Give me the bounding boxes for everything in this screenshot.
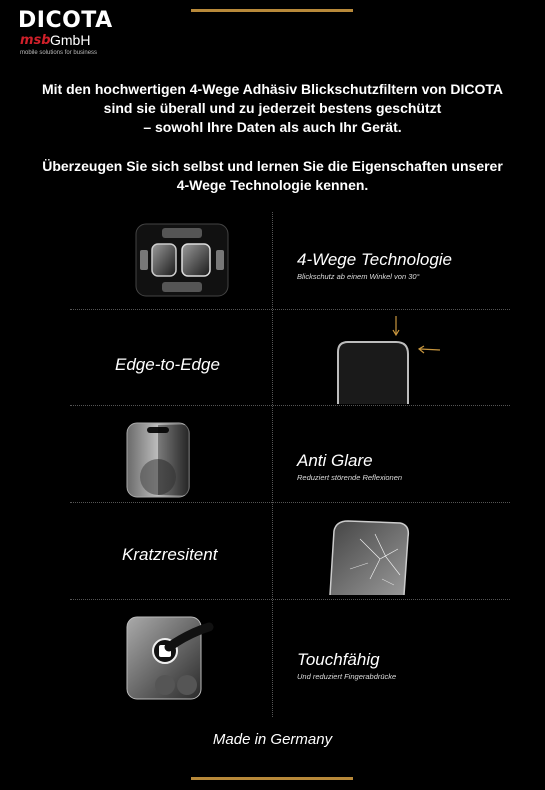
phone-touch-image — [125, 615, 215, 701]
row-divider — [70, 502, 510, 503]
dicota-logo — [18, 8, 113, 56]
row-divider — [70, 405, 510, 406]
phone-anti-glare-image — [125, 421, 191, 499]
logo-tagline: mobile solutions for business — [20, 50, 98, 56]
feature-title-touchfaehig: Touchfähig — [297, 650, 380, 669]
feature-subtitle-4-wege: Blickschutz ab einem Winkel von 30° — [297, 272, 420, 281]
bottom-gold-divider — [191, 777, 353, 780]
logo-gmbh: GmbH — [50, 32, 91, 48]
logo-msb: msb — [20, 33, 51, 48]
phone-edge-image — [334, 316, 444, 406]
intro-paragraph-1 — [20, 80, 525, 137]
feature-title-4-wege: 4-Wege Technologie — [297, 250, 453, 269]
intro-line: Überzeugen Sie sich selbst und lernen Sie die Eigenschaften unserer — [42, 158, 503, 174]
feature-title-kratzresitent: Kratzresitent — [122, 545, 218, 564]
feature-subtitle-anti-glare: Reduziert störende Reflexionen — [297, 473, 403, 482]
phone-angles-image — [132, 222, 232, 298]
intro-line: – sowohl Ihre Daten als auch Ihr Gerät. — [143, 119, 402, 135]
row-divider — [70, 599, 510, 600]
top-gold-divider — [191, 9, 353, 12]
intro-paragraph-2 — [20, 157, 525, 195]
feature-title-anti-glare: Anti Glare — [297, 451, 373, 470]
made-in-germany: Made in Germany — [212, 731, 333, 748]
intro-line: Mit den hochwertigen 4-Wege Adhäsiv Blickschutzfiltern von DICOTA — [41, 81, 503, 97]
logo-sub — [18, 33, 108, 49]
intro-line: 4-Wege Technologie kennen. — [176, 177, 369, 193]
row-divider — [70, 309, 510, 310]
phone-scratch-image — [320, 519, 412, 597]
feature-title-edge-to-edge: Edge-to-Edge — [115, 355, 220, 374]
feature-subtitle-touchfaehig: Und reduziert Fingerabdrücke — [297, 672, 397, 681]
intro-line: sind sie überall und zu jederzeit bestens geschützt — [103, 100, 442, 116]
logo-brand: DICOTA — [18, 8, 113, 33]
vertical-divider — [272, 212, 273, 717]
